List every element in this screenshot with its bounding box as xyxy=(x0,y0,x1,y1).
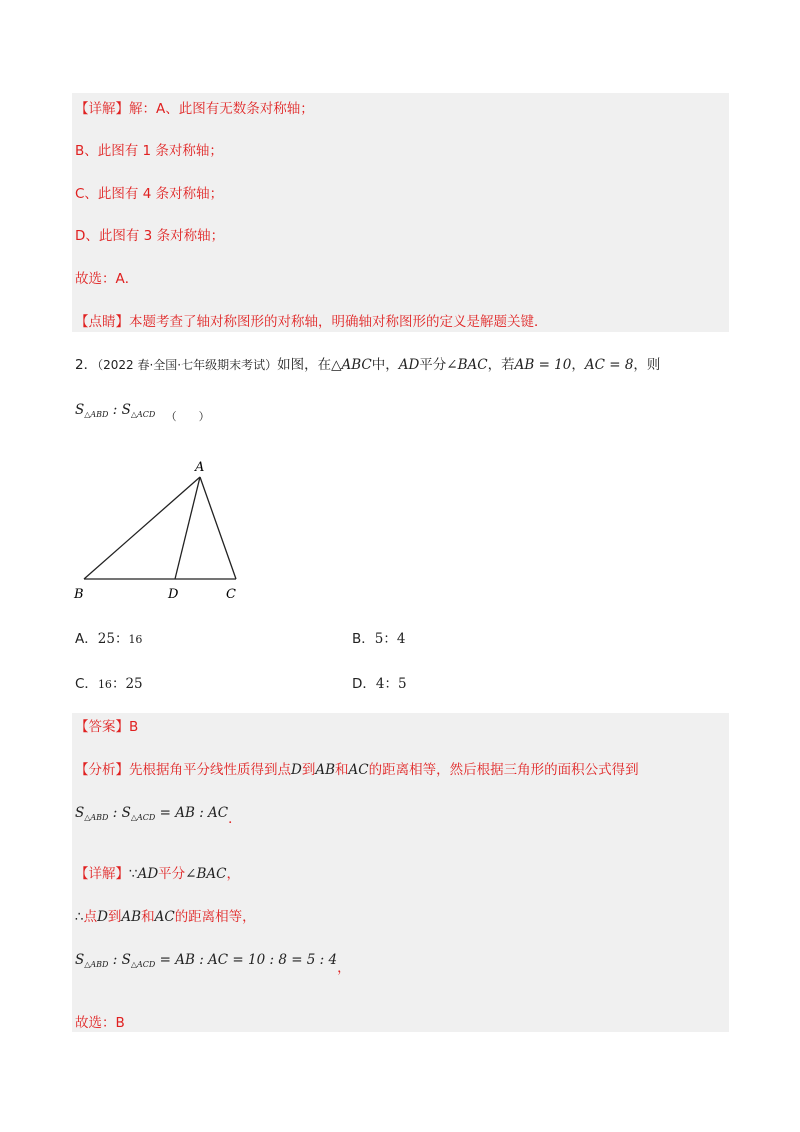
option-d-right: 5 xyxy=(398,676,407,692)
label-c: C xyxy=(226,587,236,602)
f2-s2: S xyxy=(121,952,131,968)
f1-sub2: △ACD xyxy=(130,813,156,822)
comment-text: 本题考查了轴对称图形的对称轴，明确轴对称图形的定义是解题关键． xyxy=(129,314,548,330)
therefore-text-1: 点 xyxy=(83,909,98,925)
question-source: （2022 春·全国·七年级期末考试） xyxy=(97,358,278,372)
f1-s1: S xyxy=(75,805,85,821)
analysis-text-1: 先根据角平分线性质得到点 xyxy=(129,762,291,778)
detail-tag: 【详解】 xyxy=(75,101,129,117)
f2-s1: S xyxy=(75,952,85,968)
q-text-2: 中， xyxy=(371,357,399,373)
detail-ad: AD xyxy=(137,866,159,882)
option-a[interactable] xyxy=(75,629,142,650)
because-symbol: ∵ xyxy=(129,866,138,882)
question-2-stem xyxy=(75,355,660,375)
line-c: C、此图有 4 条对称轴； xyxy=(75,186,224,202)
f2-comma: ， xyxy=(337,960,351,976)
answer-tag: 【答案】 xyxy=(75,719,129,735)
detail-2-line xyxy=(75,864,240,884)
therefore-text-4: 的距离相等， xyxy=(174,909,256,925)
option-b-right: 4 xyxy=(396,631,406,647)
f1-rest: = AB : AC xyxy=(155,805,229,821)
f1-period: ． xyxy=(228,811,242,827)
option-c-label: C． xyxy=(75,676,98,692)
side-ac xyxy=(200,477,236,579)
detail-bisect: 平分 xyxy=(158,866,186,882)
option-d[interactable] xyxy=(352,674,407,694)
f2-sub1: △ABD xyxy=(84,960,109,969)
q-text-4: ，若 xyxy=(487,357,515,373)
ratio-colon: : xyxy=(108,402,122,418)
choice-1: 故选：A． xyxy=(75,271,139,287)
analysis-text-4: 的距离相等，然后根据三角形的面积公式得到 xyxy=(368,762,639,778)
option-b-left: 5 xyxy=(374,631,384,647)
option-b[interactable] xyxy=(352,629,405,649)
ratio-s1: S xyxy=(75,402,85,418)
detail-2-tag: 【详解】 xyxy=(75,866,129,882)
comment-line xyxy=(75,312,548,332)
q-text-1: 如图，在 xyxy=(277,357,332,373)
f1-s2: S xyxy=(121,805,131,821)
detail-angle: ∠BAC xyxy=(185,866,227,882)
q-comma: ， xyxy=(571,357,585,373)
solution-panel-1 xyxy=(72,93,729,332)
therefore-text-2: 到 xyxy=(107,909,122,925)
analysis-d: D xyxy=(291,762,302,778)
option-d-sep: ： xyxy=(384,676,398,692)
q-triangle: △ABC xyxy=(331,357,372,373)
option-c-left: 16 xyxy=(97,678,112,691)
analysis-ab: AB xyxy=(315,762,335,778)
choice-2: 故选：B xyxy=(75,1015,125,1031)
question-number: 2． xyxy=(75,357,98,373)
formula-1 xyxy=(75,803,242,829)
option-a-right: 16 xyxy=(128,633,143,646)
formula-2 xyxy=(75,950,351,978)
therefore-d: D xyxy=(97,909,108,925)
analysis-line xyxy=(75,760,639,780)
line-b: B、此图有 1 条对称轴； xyxy=(75,143,223,159)
f2-rest: = AB : AC = 10 : 8 = 5 : 4 xyxy=(155,952,338,968)
answer-blank: （ ） xyxy=(165,410,210,423)
answer-line xyxy=(75,717,138,737)
therefore-ac: AC xyxy=(154,909,175,925)
option-b-label: B． xyxy=(352,631,375,647)
line-d: D、此图有 3 条对称轴； xyxy=(75,228,225,244)
question-2-ratio xyxy=(75,400,210,427)
option-c-sep: ： xyxy=(111,676,126,692)
ratio-s2: S xyxy=(121,402,131,418)
bisector-ad xyxy=(175,477,200,579)
side-ab xyxy=(84,477,200,579)
option-c[interactable] xyxy=(75,674,143,695)
option-b-sep: ： xyxy=(383,631,397,647)
option-a-sep: ： xyxy=(114,631,129,647)
label-a: A xyxy=(195,460,205,475)
f2-mid: : xyxy=(108,952,122,968)
q-text-5: ，则 xyxy=(633,357,661,373)
therefore-symbol: ∴ xyxy=(75,909,84,925)
option-a-left: 25 xyxy=(97,631,115,647)
f1-sub1: △ABD xyxy=(84,813,109,822)
analysis-ac: AC xyxy=(348,762,369,778)
detail-comma: ， xyxy=(226,866,240,882)
q-angle: ∠BAC xyxy=(446,357,488,373)
therefore-line xyxy=(75,907,256,927)
analysis-text-3: 和 xyxy=(335,762,349,778)
option-c-right: 25 xyxy=(125,676,143,692)
q-text-3: 平分 xyxy=(419,357,447,373)
option-d-label: D． xyxy=(352,676,376,692)
f1-mid: : xyxy=(108,805,122,821)
f2-sub2: △ACD xyxy=(130,960,156,969)
q-ab: AB = 10 xyxy=(514,357,572,373)
analysis-text-2: 到 xyxy=(301,762,316,778)
q-ad: AD xyxy=(398,357,420,373)
label-d: D xyxy=(168,587,179,602)
therefore-text-3: 和 xyxy=(141,909,155,925)
triangle-figure xyxy=(70,455,260,605)
detail-line xyxy=(75,99,314,119)
comment-tag: 【点睛】 xyxy=(75,314,129,330)
detail-text: 解：A、此图有无数条对称轴； xyxy=(129,101,314,117)
analysis-tag: 【分析】 xyxy=(75,762,129,778)
label-b: B xyxy=(74,587,84,602)
q-ac: AC = 8 xyxy=(584,357,634,373)
ratio-sub2: △ACD xyxy=(130,410,156,419)
option-d-left: 4 xyxy=(375,676,385,692)
ratio-sub1: △ABD xyxy=(84,410,109,419)
answer-value: B xyxy=(129,719,139,735)
therefore-ab: AB xyxy=(121,909,142,925)
option-a-label: A． xyxy=(75,631,98,647)
